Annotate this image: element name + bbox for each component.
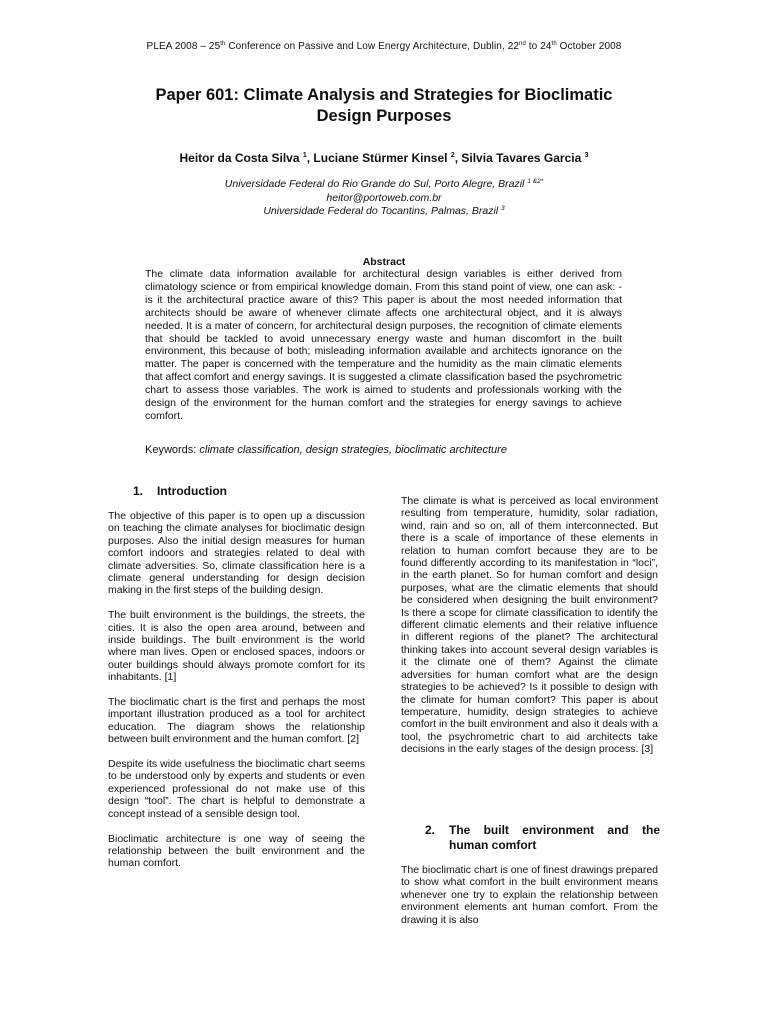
ordinal-superscript: nd bbox=[519, 41, 526, 47]
body-paragraph: The built environment is the buildings, the streets, the cities. It is also the open area around, between and inside buildings. The built environment is the world where man lives. Open or enclosed spaces, indoors or outer buildings should always promote comfort for its inhabitants. [1] bbox=[108, 609, 365, 684]
body-paragraph: Despite its wide usefulness the bioclimatic chart seems to be understood only by experts and students or even experienced professional do not make use of this design “tool”. The chart is helpful to demonstrate a concept instead of a sensible design tool. bbox=[108, 758, 365, 820]
affiliation-marker: 2 bbox=[450, 152, 455, 159]
body-paragraph: The objective of this paper is to open up a discussion on teaching the climate analyses for bioclimatic design purposes. Also the initial design measures for human comfort indoors and strategies related to deal with climate adversities. So, climate classification here is a climate general understanding for design decision making in the first steps of the building design. bbox=[108, 510, 365, 597]
body-paragraph: Bioclimatic architecture is one way of seeing the relationship between the built environment and the human comfort. bbox=[108, 832, 365, 870]
abstract-body: The climate data information available for architectural design variables is either derived from climatology science or from empirical knowledge domain. From this stand point of view, one can ask: - is it the architectural practice aware of this? This paper is about the most needed information that architects should be aware of whenever climate affects one architectural object, and it is always needed. It is a mater of concern, for architectural design purposes, the recognition of climate elements that should be tackled to avoid unnecessary energy waste and human discomfort in the built environment, this because of both; misleading information available and architects ignorance on the matter. The paper is concerned with the temperature and the humidity as the main climatic elements that affect comfort and energy savings. It is suggested a climate classification based the psychrometric chart to assess those variables. The work is aimed to students and professionals working with the design of the environment for the human comfort and the strategies for energy savings to achieve comfort. bbox=[145, 268, 622, 422]
conference-text: October 2008 bbox=[556, 41, 622, 52]
section-heading-introduction bbox=[133, 484, 227, 498]
paper-title bbox=[100, 85, 668, 127]
section-title: Introduction bbox=[157, 484, 227, 498]
keywords bbox=[145, 444, 622, 456]
section-heading-built-environment bbox=[425, 823, 660, 853]
affiliation-line bbox=[0, 178, 768, 192]
keywords-value: climate classification, design strategies, bioclimatic architecture bbox=[199, 444, 507, 456]
author-email: heitor@portoweb.com.br bbox=[326, 191, 442, 204]
paper-title-line: Design Purposes bbox=[316, 107, 452, 125]
affiliation-line bbox=[0, 205, 768, 219]
affiliation-marker: 1 bbox=[302, 152, 307, 159]
right-column bbox=[401, 495, 658, 768]
ordinal-superscript: th bbox=[551, 41, 557, 47]
body-paragraph: The bioclimatic chart is the first and perhaps the most important illustration produced as a tool for architect education. The diagram shows the relationship between built environment and the human comfort. [2] bbox=[108, 696, 365, 746]
ordinal-superscript: th bbox=[220, 41, 226, 47]
affiliation-marker: 1 &2 bbox=[527, 178, 541, 185]
author-name: , Luciane Stürmer Kinsel bbox=[306, 151, 451, 165]
keywords-label: Keywords: bbox=[145, 444, 200, 456]
section-title: The built environment and the human comfort bbox=[449, 823, 660, 852]
conference-header bbox=[0, 41, 768, 52]
affiliation-text: Universidade Federal do Rio Grande do Sul, Porto Alegre, Brazil bbox=[224, 178, 528, 190]
section-number: 1. bbox=[133, 484, 144, 498]
author-list bbox=[0, 151, 768, 165]
right-column-continued bbox=[401, 864, 658, 938]
body-paragraph: The climate is what is perceived as local environment resulting from temperature, humidity, solar radiation, wind, rain and so on, all of them interconnected. But there is a scale of importance of these elements in relation to human comfort because they are to be found differently according to its manifestation in “loci”, in the earth planet. So for human comfort and design purposes, what are the climatic elements that should be considered when designing the built environment? Is there a scope for climate classification to identify the different climatic elements and their relative influence in different regions of the planet? The architectural thinking takes into account several design variables is it the climate one of them? Against the climate adversities for human comfort what are the design strategies to be achieved? Is it possible to design with the climate for human comfort? This paper is about temperature, humidity, design strategies to achieve comfort in the built environment and also it deals with a tool, the psychrometric chart to aid architects take decisions in the early stages of the design process. [3] bbox=[401, 495, 658, 756]
affiliation-text: Universidade Federal do Tocantins, Palmas, Brazil bbox=[263, 205, 502, 217]
affiliation-marker: 3 bbox=[501, 205, 505, 212]
conference-text: PLEA 2008 – 25 bbox=[146, 41, 221, 52]
section-number: 2. bbox=[425, 823, 436, 837]
affiliations bbox=[0, 178, 768, 219]
affiliation-marker: 3 bbox=[584, 152, 589, 159]
corresponding-marker: * bbox=[540, 178, 544, 185]
author-name: Heitor da Costa Silva bbox=[179, 151, 303, 165]
conference-text: to 24 bbox=[525, 41, 552, 52]
abstract-heading: Abstract bbox=[362, 256, 406, 268]
body-paragraph: The bioclimatic chart is one of finest drawings prepared to show what comfort in the built environment means whenever one try to explain the relationship between environment elements ant human comfort. From the drawing it is also bbox=[401, 864, 658, 926]
author-name: , Silvia Tavares Garcia bbox=[454, 151, 585, 165]
left-column bbox=[108, 510, 365, 882]
conference-text: Conference on Passive and Low Energy Architecture, Dublin, 22 bbox=[225, 41, 520, 52]
paper-title-line: Paper 601: Climate Analysis and Strategies for Bioclimatic bbox=[155, 86, 613, 104]
